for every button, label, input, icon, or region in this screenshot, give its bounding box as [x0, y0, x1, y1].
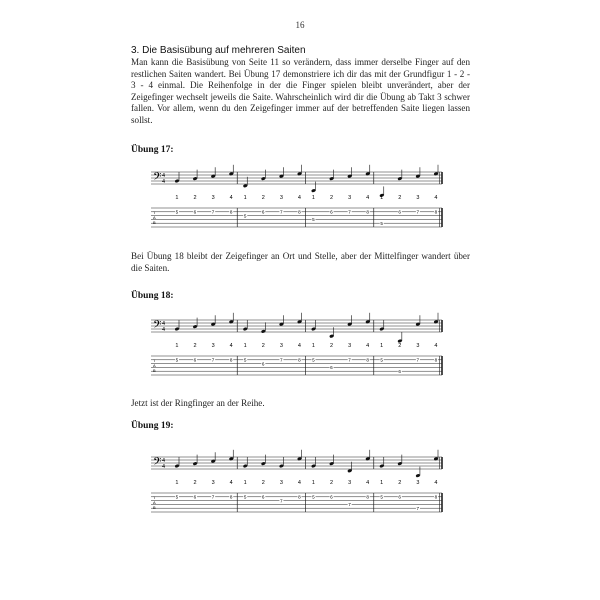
finger-number: 1	[175, 343, 179, 349]
finger-number: 4	[229, 343, 233, 349]
tab-clef-t: T	[153, 495, 156, 500]
tab-fret-number: 6	[330, 365, 333, 371]
page-number: 16	[295, 20, 305, 30]
tab-fret-number: 8	[366, 494, 369, 500]
exercise-17-notation	[0, 160, 600, 240]
tab-fret-number: 7	[211, 209, 215, 215]
tab-clef-t: T	[153, 210, 156, 215]
tab-fret-number: 5	[380, 494, 383, 500]
finger-number: 2	[193, 480, 197, 486]
tab-fret-number: 5	[175, 357, 179, 363]
tab-fret-number: 7	[280, 357, 283, 363]
tab-fret-number: 7	[348, 357, 351, 363]
bass-clef-icon: 𝄢	[153, 455, 162, 470]
tab-fret-number: 6	[330, 209, 333, 215]
finger-number: 3	[416, 343, 420, 349]
tab-fret-number: 5	[243, 494, 247, 500]
tab-clef-b: B	[153, 220, 156, 225]
tab-fret-number: 8	[434, 209, 438, 215]
finger-number: 4	[229, 195, 233, 201]
tab-fret-number: 5	[312, 494, 315, 500]
finger-number: 3	[416, 480, 420, 486]
tab-fret-number: 6	[261, 209, 265, 215]
tab-clef-t: T	[153, 358, 156, 363]
finger-number: 4	[434, 480, 438, 486]
finger-number: 4	[366, 195, 370, 201]
tab-fret-number: 8	[298, 494, 301, 500]
exercise-17-label: Übung 17:	[131, 145, 174, 155]
tab-fret-number: 6	[398, 369, 401, 374]
finger-number: 4	[434, 343, 438, 349]
finger-number: 1	[380, 343, 384, 349]
finger-number: 3	[279, 480, 283, 486]
finger-number: 2	[193, 343, 197, 349]
tab-fret-number: 7	[211, 494, 215, 500]
bass-clef-icon: 𝄢	[153, 170, 162, 185]
tab-fret-number: 8	[298, 357, 301, 363]
finger-number: 3	[348, 343, 352, 349]
tab-clef-b: B	[153, 505, 156, 510]
finger-number: 3	[211, 480, 215, 486]
tab-fret-number: 6	[398, 494, 401, 500]
tab-fret-number: 8	[434, 494, 438, 500]
exercise-19-intro-paragraph: Jetzt ist der Ringfinger an der Reihe.	[131, 398, 265, 408]
tab-fret-number: 6	[398, 209, 401, 215]
tab-fret-number: 6	[193, 494, 197, 500]
section-title: 3. Die Basisübung auf mehreren Saiten	[131, 45, 306, 56]
finger-number: 2	[329, 343, 334, 349]
finger-number: 3	[279, 343, 283, 349]
tab-fret-number: 8	[366, 209, 369, 215]
tab-clef-a: A	[153, 215, 156, 220]
tab-fret-number: 8	[434, 357, 438, 363]
finger-number: 4	[297, 480, 301, 486]
tab-fret-number: 5	[175, 494, 179, 500]
intro-paragraph: Man kann die Basisübung von Seite 11 so verändern, dass immer derselbe Finger auf den restlichen Saiten wandert. Bei Übung 17 demonstriere ich dir das mit der Grundfigur 1 - 2 - 3 - 4 einmal. Die Reihenfolge in der die Finger spielen bleibt unverändert, aber der Zeigefinger wechselt jeweils die Saite. Wahrscheinlich wird dir die Übung ab Takt 3 schwer fallen. Vor allem, wenn du den Zeigefinger immer auf der betreffenden Saite liegen lassen sollst.	[131, 57, 470, 125]
tab-fret-number: 5	[312, 217, 315, 223]
exercise-19-label: Übung 19:	[131, 421, 174, 431]
tab-fret-number: 7	[348, 209, 351, 215]
tab-clef-a: A	[153, 500, 156, 505]
finger-number: 2	[329, 195, 334, 201]
tab-fret-number: 5	[175, 209, 179, 215]
tab-fret-number: 7	[416, 506, 420, 511]
finger-number: 1	[311, 343, 315, 349]
finger-number: 2	[398, 480, 402, 486]
bass-clef-icon: 𝄢	[153, 318, 162, 333]
exercise-18-notation	[0, 308, 600, 388]
finger-number: 1	[243, 195, 247, 201]
tab-fret-number: 7	[416, 209, 420, 215]
tab-fret-number: 6	[193, 209, 197, 215]
tab-fret-number: 5	[380, 357, 383, 363]
finger-number: 3	[348, 195, 352, 201]
tab-fret-number: 8	[366, 357, 369, 363]
finger-number: 4	[229, 480, 233, 486]
finger-number: 2	[261, 480, 265, 486]
finger-number: 2	[261, 195, 265, 201]
tab-clef-b: B	[153, 368, 156, 373]
finger-number: 1	[243, 343, 247, 349]
finger-number: 2	[261, 343, 265, 349]
finger-number: 3	[279, 195, 283, 201]
tab-fret-number: 5	[243, 357, 247, 363]
exercise-18-intro-paragraph: Bei Übung 18 bleibt der Zeigefinger an Ort und Stelle, aber der Mittelfinger wandert über die Saiten.	[131, 251, 470, 273]
time-signature-top: 4	[162, 458, 166, 464]
tab-fret-number: 7	[416, 357, 420, 363]
tab-fret-number: 8	[298, 209, 301, 215]
finger-number: 3	[211, 343, 215, 349]
finger-number: 3	[348, 480, 352, 486]
time-signature-bottom: 4	[162, 464, 166, 470]
finger-number: 4	[297, 343, 301, 349]
tab-fret-number: 8	[229, 357, 233, 363]
time-signature-top: 4	[162, 321, 166, 327]
finger-number: 4	[434, 195, 438, 201]
tab-fret-number: 7	[280, 209, 283, 215]
finger-number: 1	[175, 195, 179, 201]
finger-number: 1	[243, 480, 247, 486]
finger-number: 4	[366, 480, 370, 486]
finger-number: 1	[175, 480, 179, 486]
finger-number: 3	[211, 195, 215, 201]
finger-number: 1	[380, 195, 384, 201]
tab-fret-number: 8	[229, 494, 233, 500]
exercise-19-notation	[0, 445, 600, 525]
tab-fret-number: 7	[211, 357, 215, 363]
tab-fret-number: 8	[229, 209, 233, 215]
tab-fret-number: 5	[312, 357, 315, 363]
tab-fret-number: 5	[243, 213, 247, 219]
time-signature-top: 4	[162, 173, 166, 179]
tab-fret-number: 6	[261, 494, 265, 500]
finger-number: 2	[193, 195, 197, 201]
finger-number: 4	[297, 195, 301, 201]
tab-fret-number: 6	[261, 361, 265, 367]
tab-fret-number: 5	[380, 221, 383, 226]
finger-number: 1	[311, 195, 315, 201]
finger-number: 2	[398, 195, 402, 201]
tab-fret-number: 7	[280, 498, 283, 504]
time-signature-bottom: 4	[162, 179, 166, 185]
finger-number: 1	[380, 480, 384, 486]
finger-number: 2	[398, 343, 402, 349]
tab-fret-number: 7	[348, 502, 351, 508]
exercise-18-label: Übung 18:	[131, 291, 174, 301]
finger-number: 2	[329, 480, 334, 486]
tab-fret-number: 6	[330, 494, 333, 500]
finger-number: 1	[311, 480, 315, 486]
tab-clef-a: A	[153, 363, 156, 368]
finger-number: 4	[366, 343, 370, 349]
tab-fret-number: 6	[193, 357, 197, 363]
time-signature-bottom: 4	[162, 327, 166, 333]
finger-number: 3	[416, 195, 420, 201]
